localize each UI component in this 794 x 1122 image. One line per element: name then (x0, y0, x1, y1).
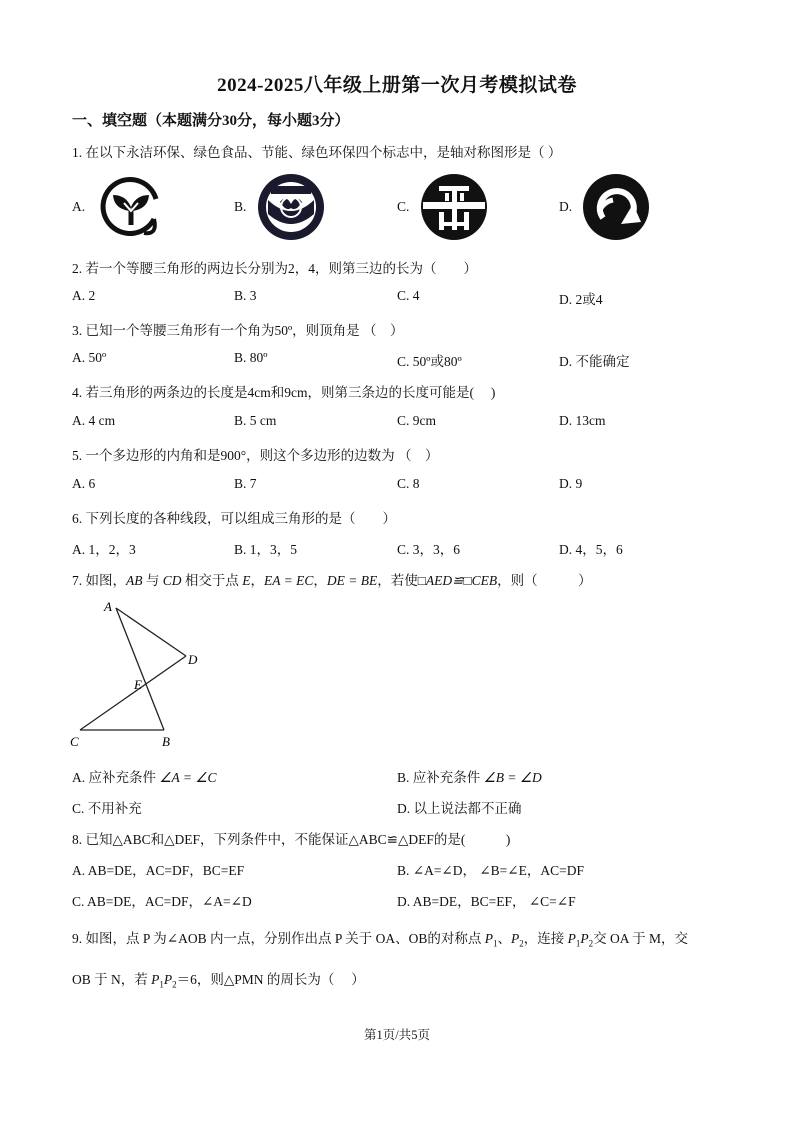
segment-ab (116, 608, 164, 730)
q2-option-d: D. 2或4 (559, 292, 603, 307)
segment-cd (80, 656, 186, 730)
q7-figure (66, 596, 216, 751)
q7-math-e: E (242, 573, 251, 588)
q9-p1p2-a: P (567, 931, 576, 946)
q9-p1p2-b: P (580, 931, 589, 946)
q3-option-d: D. 不能确定 (559, 354, 630, 369)
q1-option-b-label: B. (234, 199, 247, 214)
q7-stem-prefix: 7. 如图， (72, 573, 126, 588)
q7-option-a-text: A. 应补充条件 (72, 770, 160, 785)
q7-stem-tail: ，若使 (377, 573, 418, 588)
question-1-stem: 1. 在以下永洁环保、绿色食品、节能、绿色环保四个标志中，是轴对称图形是（ ） (72, 145, 562, 160)
q2-option-b: B. 3 (234, 288, 257, 303)
q9-text-1: 9. 如图，点 P 为∠AOB 内一点，分别作出点 P 关于 OA、OB的对称点 (72, 931, 485, 946)
q9-text-4: OB 于 N，若 (72, 972, 152, 987)
point-a-label: A (104, 599, 112, 614)
q9-len-p2: P (163, 972, 173, 987)
q4-option-a: A. 4 cm (72, 413, 116, 428)
q5-option-c: C. 8 (397, 476, 420, 491)
q5-option-a: A. 6 (72, 476, 96, 491)
q3-option-a: A. 50º (72, 350, 107, 365)
q9-text-2: ，连接 (523, 931, 568, 946)
q7-stem-comma-2: ， (313, 573, 327, 588)
q5-option-b: B. 7 (234, 476, 257, 491)
q1-option-c-label: C. (397, 199, 410, 214)
question-6-stem: 6. 下列长度的各种线段，可以组成三角形的是（ ） (72, 511, 396, 526)
q9-text-3: 交 OA 于 M，交 (593, 931, 688, 946)
point-b-label: B (162, 734, 170, 749)
q1-option-d-label: D. (559, 199, 573, 214)
q9-len-p1: P (151, 972, 160, 987)
q2-option-a: A. 2 (72, 288, 96, 303)
page-footer: 第1页/共5页 (364, 1028, 430, 1042)
q6-option-b: B. 1，3，5 (234, 542, 298, 557)
question-9-line-2 (72, 968, 365, 990)
q7-stem-box: □ (417, 573, 426, 588)
q9-p2-sub: 2 (519, 938, 524, 949)
green-food-logo-icon (256, 172, 326, 242)
q4-option-d: D. 13cm (559, 413, 606, 428)
green-recycle-logo-icon (581, 172, 651, 242)
section-heading: 一、填空题（本题满分30分，每小题3分） (72, 113, 350, 129)
q9-p1p2-b-sub: 2 (588, 938, 594, 949)
q4-option-c: C. 9cm (397, 413, 436, 428)
q3-option-b: B. 80º (234, 350, 268, 365)
q7-math-eq2: DE = BE (326, 573, 378, 588)
q6-option-a: A. 1，2，3 (72, 542, 136, 557)
q3-option-c: C. 50º或80º (397, 354, 462, 369)
segment-ad (116, 608, 186, 656)
q7-option-d: D. 以上说法都不正确 (397, 801, 522, 816)
question-9-line-1 (72, 927, 688, 949)
q4-option-b: B. 5 cm (234, 413, 277, 428)
point-e-label: E (134, 677, 142, 692)
q8-option-a: A. AB=DE，AC=DF，BC=EF (72, 863, 245, 878)
energy-saving-logo-icon (419, 172, 489, 242)
q8-option-d: D. AB=DE，BC=EF， ∠C=∠F (397, 894, 576, 909)
q1-option-a-label: A. (72, 199, 86, 214)
q5-option-d: D. 9 (559, 476, 583, 491)
question-8-stem: 8. 已知△ABC和△DEF，下列条件中，不能保证△ABC≌△DEF的是( ) (72, 832, 511, 847)
q2-option-c: C. 4 (397, 288, 420, 303)
q9-p1p2-a-sub: 1 (575, 938, 581, 949)
q9-len-p2-sub: 2 (172, 979, 177, 990)
q9-p2: P (510, 931, 520, 946)
q7-option-a-math: ∠A = ∠C (159, 770, 217, 785)
q9-text-5: ＝6，则△PMN 的周长为（ ） (176, 972, 365, 987)
q7-option-b-text: B. 应补充条件 (397, 770, 484, 785)
q7-option-c: C. 不用补充 (72, 801, 142, 816)
point-c-label: C (70, 734, 79, 749)
q9-p1-sub: 1 (492, 938, 498, 949)
q9-p1: P (484, 931, 493, 946)
q8-option-c: C. AB=DE，AC=DF，∠A=∠D (72, 894, 252, 909)
q7-math-cong: AED≌□CEB (425, 573, 498, 588)
point-d-label: D (188, 652, 198, 667)
question-4-stem: 4. 若三角形的两条边的长度是4cm和9cm，则第三条边的长度可能是( ) (72, 385, 496, 400)
q8-option-b: B. ∠A=∠D， ∠B=∠E，AC=DF (397, 863, 584, 878)
q7-math-eq1: EA = EC (264, 573, 314, 588)
q7-option-b (397, 766, 542, 786)
q9-len-p1-sub: 1 (159, 979, 164, 990)
question-7-stem (72, 569, 592, 589)
yongjie-logo-icon (96, 173, 166, 243)
q7-stem-end: ，则（ ） (497, 573, 592, 588)
q7-option-a (72, 766, 216, 786)
q6-option-c: C. 3，3，6 (397, 542, 461, 557)
question-2-stem: 2. 若一个等腰三角形的两边长分别为2，4，则第三边的长为（ ） (72, 261, 477, 276)
q7-stem-comma-1: ， (250, 573, 265, 588)
question-3-stem: 3. 已知一个等腰三角形有一个角为50º，则顶角是 （ ） (72, 323, 404, 338)
q7-stem-meet: 相交于点 (181, 573, 243, 588)
q7-math-cd: CD (162, 573, 182, 588)
q7-math-ab: AB (126, 573, 143, 588)
question-5-stem: 5. 一个多边形的内角和是900°，则这个多边形的边数为 （ ） (72, 448, 439, 463)
q6-option-d: D. 4，5，6 (559, 542, 623, 557)
page-title: 2024-2025八年级上册第一次月考模拟试卷 (217, 75, 577, 96)
q7-option-b-math: ∠B = ∠D (483, 770, 542, 785)
q7-stem-and: 与 (142, 573, 163, 588)
q9-sep: 、 (497, 931, 511, 946)
